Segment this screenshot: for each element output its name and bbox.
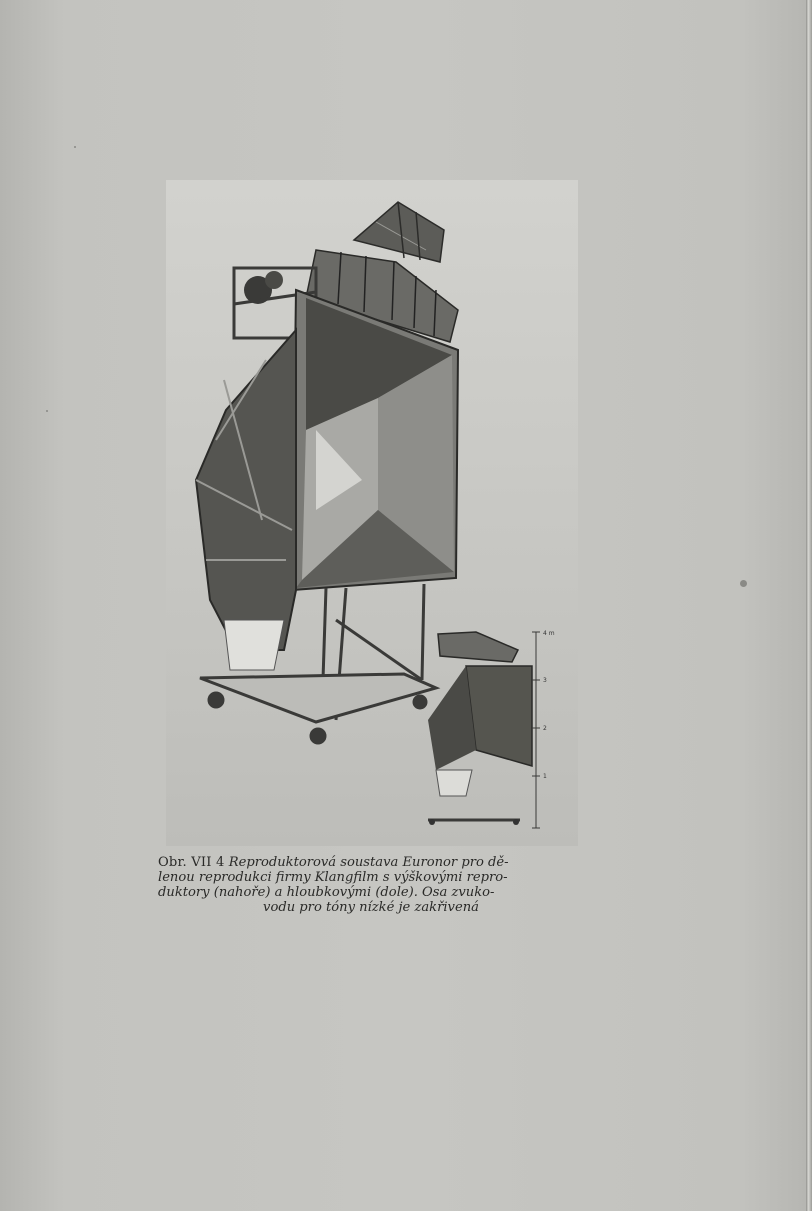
scale-tick-label: 1 bbox=[543, 773, 547, 780]
figure-number: Obr. VII 4 bbox=[158, 855, 225, 870]
paper-speck bbox=[74, 146, 76, 148]
height-scale-bar bbox=[532, 632, 540, 828]
caption-line: duktory (nahoře) a hloubkovými (dole). Osa zvuko- bbox=[158, 885, 495, 900]
figure-caption bbox=[158, 855, 584, 915]
caption-line: lenou reprodukci firmy Klangfilm s výškovými repro- bbox=[158, 870, 508, 885]
small-model-system bbox=[428, 632, 532, 825]
caption-text: Reproduktorová soustava Euronor pro dě- bbox=[228, 855, 509, 870]
scale-tick-label: 3 bbox=[543, 677, 547, 684]
paper-speck bbox=[740, 580, 747, 587]
paper-speck bbox=[46, 410, 48, 412]
curved-bass-horn bbox=[196, 330, 296, 670]
photograph-loudspeaker-system bbox=[166, 180, 578, 846]
scale-tick-label: 2 bbox=[543, 725, 547, 732]
scale-tick-label: 4 m bbox=[543, 630, 555, 637]
caption-line: vodu pro tóny nízké je zakřivená bbox=[263, 900, 479, 915]
page-edge bbox=[806, 0, 812, 1211]
loudspeaker-illustration bbox=[166, 180, 578, 846]
caption-line bbox=[158, 855, 584, 870]
